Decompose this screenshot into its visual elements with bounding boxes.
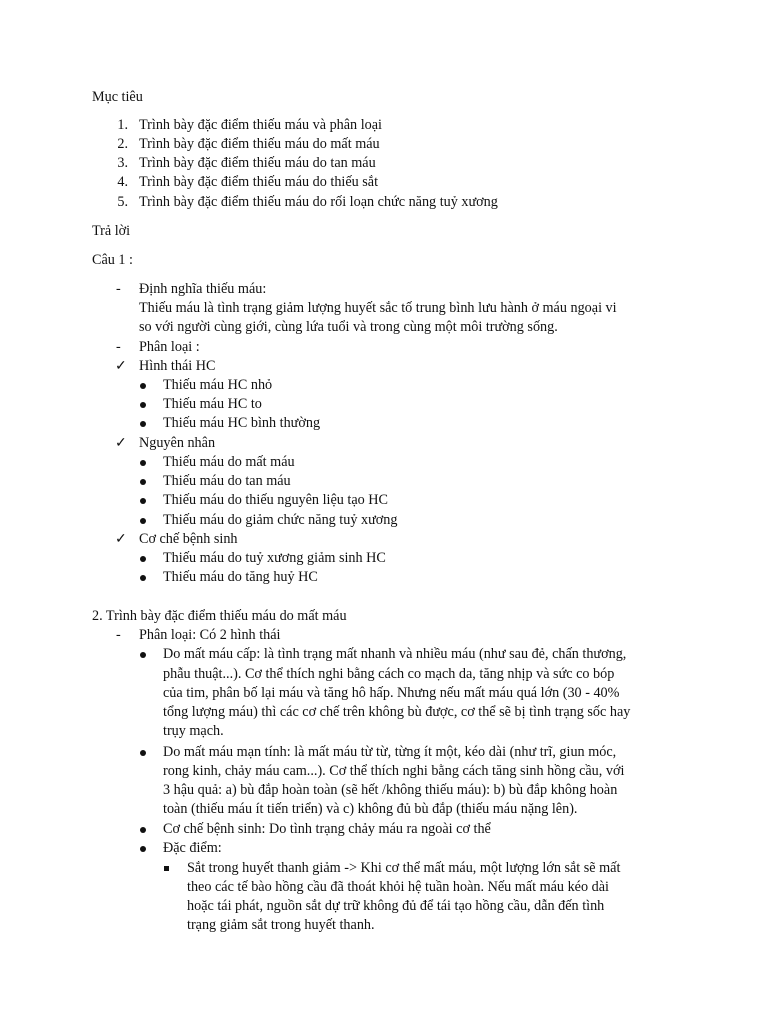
bullet-icon bbox=[140, 556, 146, 562]
list-item: Thiếu máu do tuỷ xương giảm sinh HC bbox=[163, 550, 386, 566]
list-item: Thiếu máu do giảm chức năng tuỷ xương bbox=[163, 512, 398, 528]
definition-label: Định nghĩa thiếu máu: bbox=[139, 281, 267, 297]
answer-heading: Trả lời bbox=[92, 223, 131, 239]
acute-text: của tim, phân bố lại máu và tăng hô hấp. Nhưng nếu mất máu quá lớn (30 - 40% bbox=[163, 685, 620, 701]
chronic-text: 3 hậu quả: a) bù đắp hoàn toàn (sẽ hết /không thiếu máu): b) bù đắp không hoàn bbox=[163, 782, 618, 798]
group-label: Cơ chế bệnh sinh bbox=[139, 531, 238, 547]
list-item: Thiếu máu HC nhỏ bbox=[163, 377, 273, 393]
list-item: Thiếu máu do tăng huỷ HC bbox=[163, 569, 318, 585]
bullet-icon bbox=[140, 402, 146, 408]
chronic-text: toàn (thiếu máu ít tiến triển) và c) không đủ bù đắp (thiếu máu nặng lên). bbox=[163, 801, 578, 817]
chronic-text: Do mất máu mạn tính: là mất máu từ từ, từng ít một, kéo dài (như trĩ, giun móc, bbox=[163, 744, 617, 760]
bullet-icon bbox=[140, 518, 146, 524]
objectives-heading: Mục tiêu bbox=[92, 89, 143, 105]
list-item: Thiếu máu do mất máu bbox=[163, 454, 295, 470]
list-item: Thiếu máu do tan máu bbox=[163, 473, 291, 489]
objective-item: Trình bày đặc điểm thiếu máu và phân loại bbox=[139, 117, 382, 133]
bullet-icon bbox=[140, 575, 146, 581]
list-item: Thiếu máu HC bình thường bbox=[163, 415, 321, 431]
objective-item: Trình bày đặc điểm thiếu máu do tan máu bbox=[139, 155, 376, 171]
dash-marker: - bbox=[116, 339, 121, 355]
checkmark-icon: ✓ bbox=[115, 531, 127, 547]
list-number: 3. bbox=[117, 155, 128, 171]
classification-label: Phân loại : bbox=[139, 339, 200, 355]
definition-text: so với người cùng giới, cùng lứa tuổi và trong cùng một môi trường sống. bbox=[139, 319, 558, 335]
square-bullet-icon bbox=[164, 866, 169, 871]
list-number: 2. bbox=[117, 136, 128, 152]
question-2-heading: 2. Trình bày đặc điểm thiếu máu do mất máu bbox=[92, 608, 347, 624]
bullet-icon bbox=[140, 460, 146, 466]
dash-marker: - bbox=[116, 627, 121, 643]
acute-text: phẫu thuật...). Cơ thể thích nghi bằng cách co mạch da, tăng nhịp và sức co bóp bbox=[163, 666, 615, 682]
iron-text: theo các tế bào hồng cầu đã thoát khỏi hệ tuần hoàn. Nếu mất máu kéo dài bbox=[187, 879, 609, 895]
bullet-icon bbox=[140, 827, 146, 833]
bullet-icon bbox=[140, 652, 146, 658]
objective-item: Trình bày đặc điểm thiếu máu do rối loạn chức năng tuỷ xương bbox=[139, 194, 498, 210]
bullet-icon bbox=[140, 750, 146, 756]
bullet-icon bbox=[140, 421, 146, 427]
features-label: Đặc điểm: bbox=[163, 840, 222, 856]
definition-text: Thiếu máu là tình trạng giảm lượng huyết sắc tố trung bình lưu hành ở máu ngoại vi bbox=[139, 300, 617, 316]
group-label: Nguyên nhân bbox=[139, 435, 216, 451]
acute-text: trụy mạch. bbox=[163, 723, 224, 739]
bullet-icon bbox=[140, 846, 146, 852]
objective-item: Trình bày đặc điểm thiếu máu do mất máu bbox=[139, 136, 380, 152]
list-number: 1. bbox=[117, 117, 128, 133]
chronic-text: rong kinh, chảy máu cam...). Cơ thể thích nghi bằng cách tăng sinh hồng cầu, với bbox=[163, 763, 625, 779]
checkmark-icon: ✓ bbox=[115, 358, 127, 374]
list-item: Thiếu máu do thiếu nguyên liệu tạo HC bbox=[163, 492, 388, 508]
iron-text: Sắt trong huyết thanh giảm -> Khi cơ thể mất máu, một lượng lớn sắt sẽ mất bbox=[187, 860, 621, 876]
dash-marker: - bbox=[116, 281, 121, 297]
iron-text: trạng giảm sắt trong huyết thanh. bbox=[187, 917, 375, 933]
bullet-icon bbox=[140, 383, 146, 389]
bullet-icon bbox=[140, 479, 146, 485]
question-1-heading: Câu 1 : bbox=[92, 252, 133, 268]
acute-text: tổng lượng máu) thì các cơ chế trên không bù được, cơ thể sẽ bị tình trạng sốc hay bbox=[163, 704, 631, 720]
checkmark-icon: ✓ bbox=[115, 435, 127, 451]
iron-text: hoặc tái phát, nguồn sắt dự trữ không đủ để tái tạo hồng cầu, dẫn đến tình bbox=[187, 898, 605, 914]
group-label: Hình thái HC bbox=[139, 358, 216, 374]
bullet-icon bbox=[140, 498, 146, 504]
list-item: Thiếu máu HC to bbox=[163, 396, 262, 412]
list-number: 5. bbox=[117, 194, 128, 210]
objective-item: Trình bày đặc điểm thiếu máu do thiếu sắt bbox=[139, 174, 379, 190]
mechanism-text: Cơ chế bệnh sinh: Do tình trạng chảy máu ra ngoài cơ thể bbox=[163, 821, 491, 837]
q2-classification: Phân loại: Có 2 hình thái bbox=[139, 627, 281, 643]
list-number: 4. bbox=[117, 174, 128, 190]
acute-text: Do mất máu cấp: là tình trạng mất nhanh và nhiều máu (như sau đẻ, chấn thương, bbox=[163, 646, 627, 662]
